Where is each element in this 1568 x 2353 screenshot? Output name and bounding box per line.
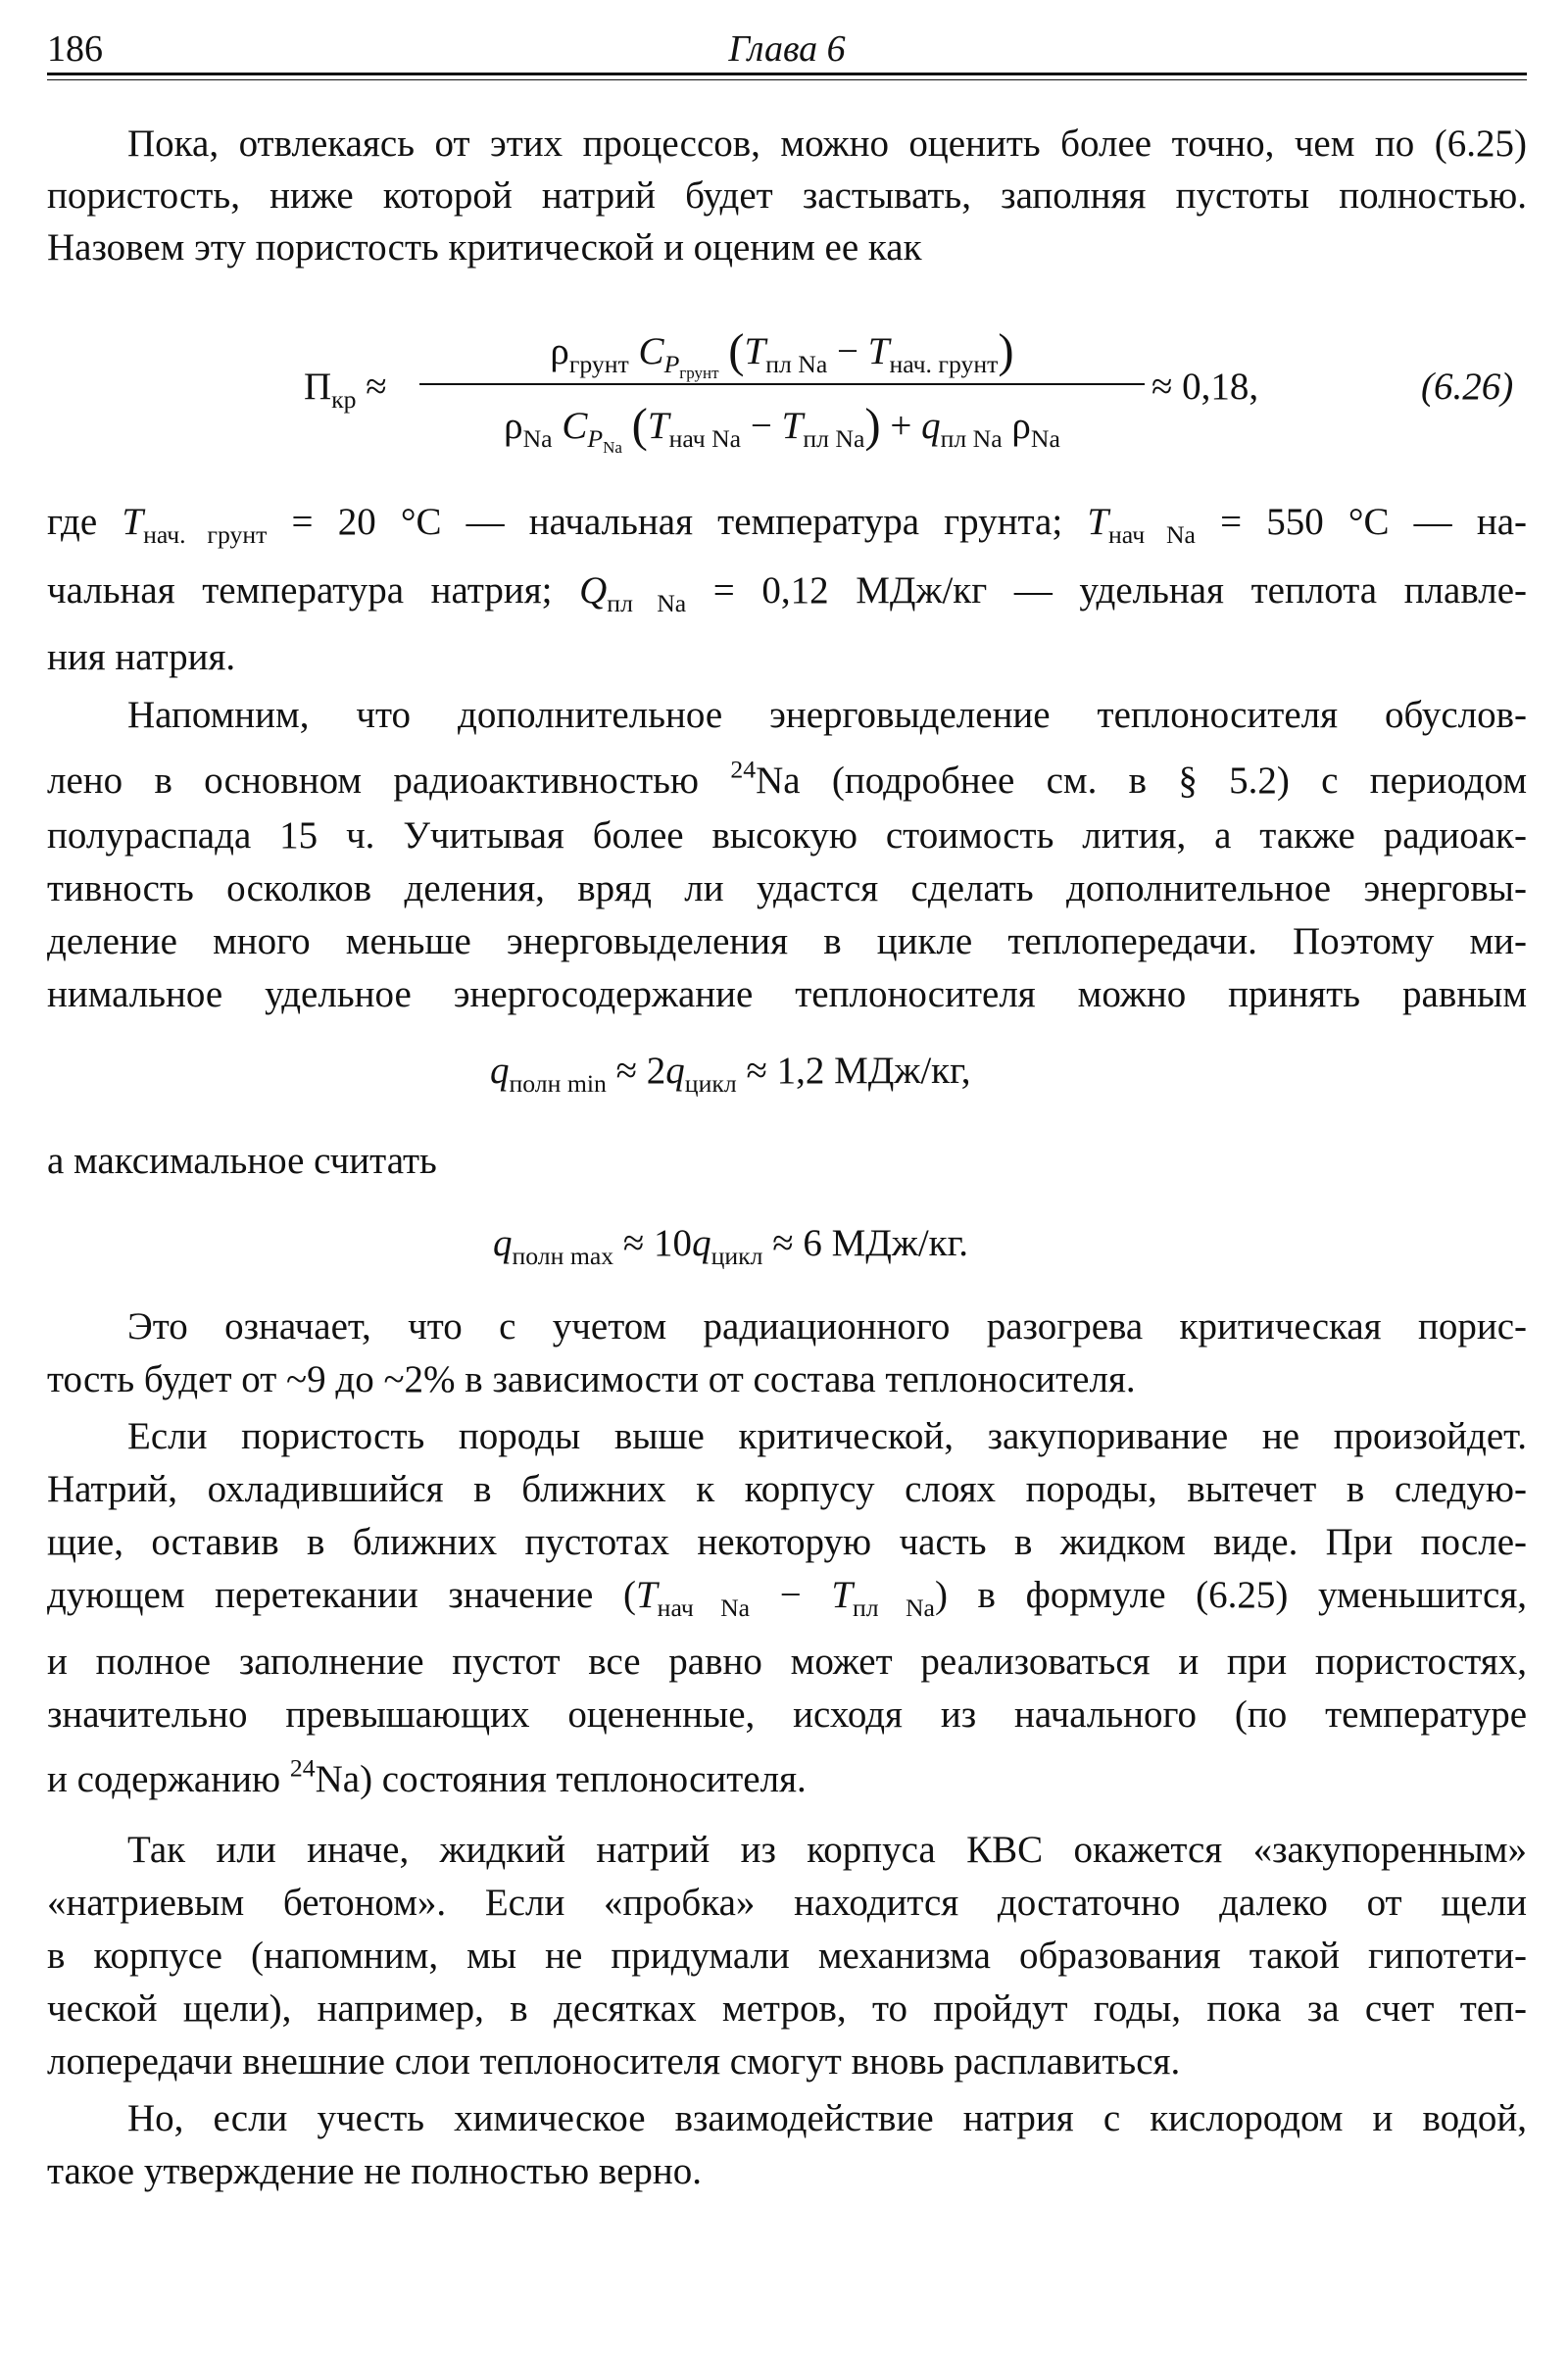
- page-number: 186: [47, 28, 103, 70]
- paragraph-3-line-1: Это означает, что с учетом радиационного разогрева критическая порис-: [127, 1305, 1527, 1348]
- paragraph-1-line-1: Пока, отвлекаясь от этих процессов, можно оценить более точно, чем по (6.25): [127, 123, 1527, 165]
- running-header: [47, 27, 1527, 71]
- paragraph-4-line-7: и содержанию $^{24}$Na) состояния теплоносителя.: [47, 1753, 807, 1800]
- paragraph-4-line-5: и полное заполнение пустот все равно может реализоваться и при пористостях,: [47, 1641, 1527, 1683]
- paragraph-3-line-2: тость будет от ~9 до ~2% в зависимости от состава теплоносителя.: [47, 1358, 1136, 1400]
- paragraph-5-line-2: «натриевым бетоном». Если «пробка» находится достаточно далеко от щели: [47, 1882, 1527, 1924]
- header-rule-thin: [47, 79, 1527, 80]
- paragraph-2-line-6: нимальное удельное энергосодержание теплоносителя можно принять равным: [47, 973, 1527, 1015]
- paragraph-2-line-4: тивность осколков деления, вряд ли удастся сделать дополнительное энерговы-: [47, 867, 1527, 909]
- paragraph-4-line-3: щие, оставив в ближних пустотах некоторую часть в жидком виде. При после-: [47, 1521, 1527, 1563]
- paragraph-2-line-1: Напомним, что дополнительное энерговыделение теплоносителя обуслов-: [127, 694, 1527, 736]
- paragraph-5-line-4: ческой щели), например, в десятках метров, то пройдут годы, пока за счет теп-: [47, 1987, 1527, 2030]
- paragraph-5-line-5: лопередачи внешние слои теплоносителя смогут вновь расплавиться.: [47, 2040, 1181, 2083]
- paragraph-2-line-2: лено в основном радиоактивностью $^{24}$Na (подробнее см. в § 5.2) с периодом: [47, 755, 1527, 802]
- paragraph-4-line-4: дующем перетекании значение $(T_{нач Na} - T_{пл Na})$ в формуле (6.25) уменьшится,: [47, 1574, 1528, 1622]
- where-line-1: где $T_{нач. грунт} = 20$ °C — начальная температура грунта; $T_{нач Na} = 550$ °C — на-: [47, 501, 1527, 549]
- paragraph-2-line-5: деление много меньше энерговыделения в цикле теплопередачи. Поэтому ми-: [47, 920, 1527, 962]
- paragraph-4-line-1: Если пористость породы выше критической, закупоривание не произойдет.: [127, 1415, 1527, 1457]
- paragraph-1-line-3: Назовем эту пористость критической и оценим ее как: [47, 226, 922, 269]
- formula-q-min: $q_{полн min} \approx 2q_{цикл} \approx 1,2$ МДж/кг,: [490, 1050, 971, 1098]
- formula-626-denominator: $\rho_{Na}$ $C_{P_{Na}}$ $(T_{нач Na} - T_{пл Na}) + q_{пл Na}$ $\rho_{Na}$: [504, 399, 1060, 458]
- paragraph-6-line-1: Но, если учесть химическое взаимодействие натрия с кислородом и водой,: [127, 2097, 1527, 2139]
- formula-626-lhs: $П_{кр}$ ≈: [304, 366, 387, 414]
- where-line-3: ния натрия.: [47, 636, 236, 678]
- paragraph-4-line-2: Натрий, охладившийся в ближних к корпусу слоях породы, вытечет в следую-: [47, 1468, 1527, 1510]
- paragraph-5-line-3: в корпусе (напомним, мы не придумали механизма образования такой гипотети-: [47, 1935, 1527, 1977]
- paragraph-4-line-6: значительно превышающих оцененные, исходя из начального (по температуре: [47, 1693, 1527, 1736]
- formula-q-max: $q_{полн max} \approx 10q_{цикл} \approx 6$ МДж/кг.: [493, 1222, 968, 1270]
- paragraph-5-line-1: Так или иначе, жидкий натрий из корпуса КВС окажется «закупоренным»: [127, 1829, 1527, 1871]
- chapter-title: Глава 6: [728, 28, 846, 70]
- formula-626-label: (6.26): [1421, 366, 1514, 408]
- paragraph-6-line-2: такое утверждение не полностью верно.: [47, 2150, 703, 2192]
- formula-626-result: ≈ 0,18,: [1152, 366, 1259, 408]
- paragraph-1-line-2: пористость, ниже которой натрий будет застывать, заполняя пустоты полностью.: [47, 174, 1527, 217]
- where-line-2: чальная температура натрия; $Q_{пл Na} = 0,12$ МДж/кг — удельная теплота плавле-: [47, 569, 1527, 617]
- formula-626-numerator: $\rho_{грунт}$ $C_{P_{грунт}}$ $(T_{пл Na} - T_{нач. грунт})$: [550, 324, 1014, 383]
- formula-626-fraction-bar: [419, 383, 1145, 385]
- paragraph-2-line-3: полураспада 15 ч. Учитывая более высокую стоимость лития, а также радиоак-: [47, 814, 1527, 857]
- header-rule-thick: [47, 73, 1527, 75]
- max-intro: а максимальное считать: [47, 1140, 437, 1182]
